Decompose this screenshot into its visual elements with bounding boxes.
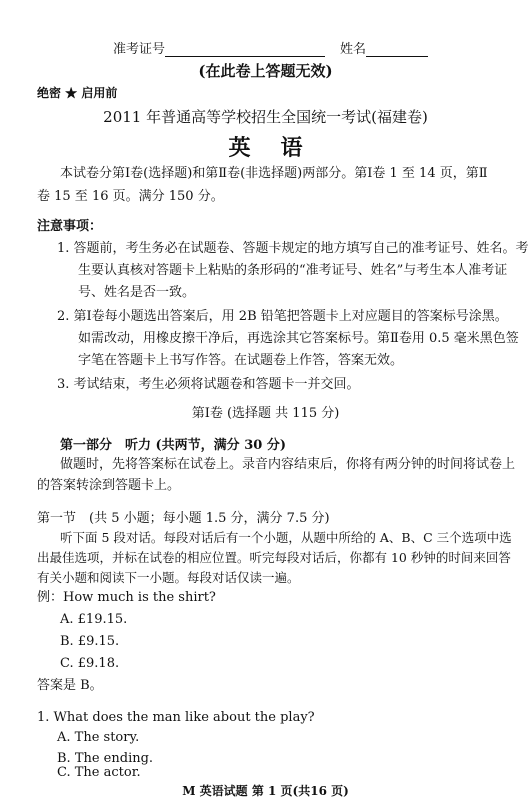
example-option-b: B. £9.15. (60, 634, 120, 649)
intro-line-1: 本试卷分第Ⅰ卷(选择题)和第Ⅱ卷(非选择题)两部分。第Ⅰ卷 1 至 14 页，第Ⅱ (60, 166, 488, 181)
note-item-3-line-1: 3. 考试结束，考生必须将试题卷和答题卡一并交回。 (57, 377, 360, 392)
note-item-1-line-1: 1. 答题前，考生务必在试题卷、答题卡规定的地方填写自己的准考证号、姓名。考 (57, 241, 529, 256)
page-footer: M 英语试题 第 1 页(共16 页) (182, 784, 349, 798)
exam-title: 2011 年普通高等学校招生全国统一考试(福建卷) (103, 108, 428, 126)
note-item-1-line-3: 号、姓名是否一致。 (78, 285, 196, 300)
question-1-option-a: A. The story. (57, 730, 140, 745)
note-item-1-line-2: 生要认真核对答题卡上粘贴的条形码的“准考证号、姓名”与考生本人准考证 (78, 263, 508, 278)
volume-title: 第Ⅰ卷 (选择题 共 115 分) (191, 406, 340, 421)
name-label: 姓名 (340, 42, 367, 57)
part1-heading: 第一部分 听力 (共两节，满分 30 分) (60, 438, 286, 453)
part1-line-1: 做题时，先将答案标在试卷上。录音内容结束后，你将有两分钟的时间将试卷上 (60, 457, 516, 472)
question-1-option-c: C. The actor. (57, 765, 141, 780)
part1-line-2: 的答案转涂到答题卡上。 (37, 478, 181, 493)
example-option-c: C. £9.18. (60, 656, 120, 671)
question-1-option-b: B. The ending. (57, 751, 154, 766)
note-item-2-line-2: 如需改动，用橡皮擦干净后，再选涂其它答案标号。第Ⅱ卷用 0.5 毫米黑色签 (78, 331, 519, 346)
section1-line-2: 出最佳选项，并标在试卷的相应位置。听完每段对话后，你都有 10 秒钟的时间来回答 (37, 550, 511, 565)
note-item-2-line-3: 字笔在答题卡上书写作答。在试题卷上作答，答案无效。 (78, 353, 404, 368)
note-item-2-line-1: 2. 第Ⅰ卷每小题选出答案后，用 2B 铅笔把答题卡上对应题目的答案标号涂黑。 (57, 309, 508, 324)
exam-number-field (113, 38, 325, 57)
secret-mark: 绝密 ★ 启用前 (37, 86, 118, 100)
no-answer-notice: (在此卷上答题无效) (198, 62, 333, 80)
example-question: 例：How much is the shirt? (37, 590, 216, 605)
section1-heading: 第一节 (共 5 小题；每小题 1.5 分，满分 7.5 分) (37, 511, 330, 526)
name-blank (366, 42, 428, 57)
name-field (340, 38, 428, 57)
intro-line-2: 卷 15 至 16 页。满分 150 分。 (37, 189, 224, 204)
section1-line-3: 有关小题和阅读下一小题。每段对话仅读一遍。 (37, 570, 300, 585)
example-option-a: A. £19.15. (60, 612, 128, 627)
example-answer: 答案是 B。 (37, 678, 103, 693)
notes-heading: 注意事项： (37, 219, 103, 234)
section1-line-1: 听下面 5 段对话。每段对话后有一个小题，从题中所给的 A、B、C 三个选项中选 (60, 530, 512, 545)
subject-title: 英语 (228, 135, 333, 161)
question-1-text: 1. What does the man like about the play? (37, 710, 315, 725)
exam-number-blank (165, 42, 325, 57)
exam-number-label: 准考证号 (113, 42, 166, 57)
